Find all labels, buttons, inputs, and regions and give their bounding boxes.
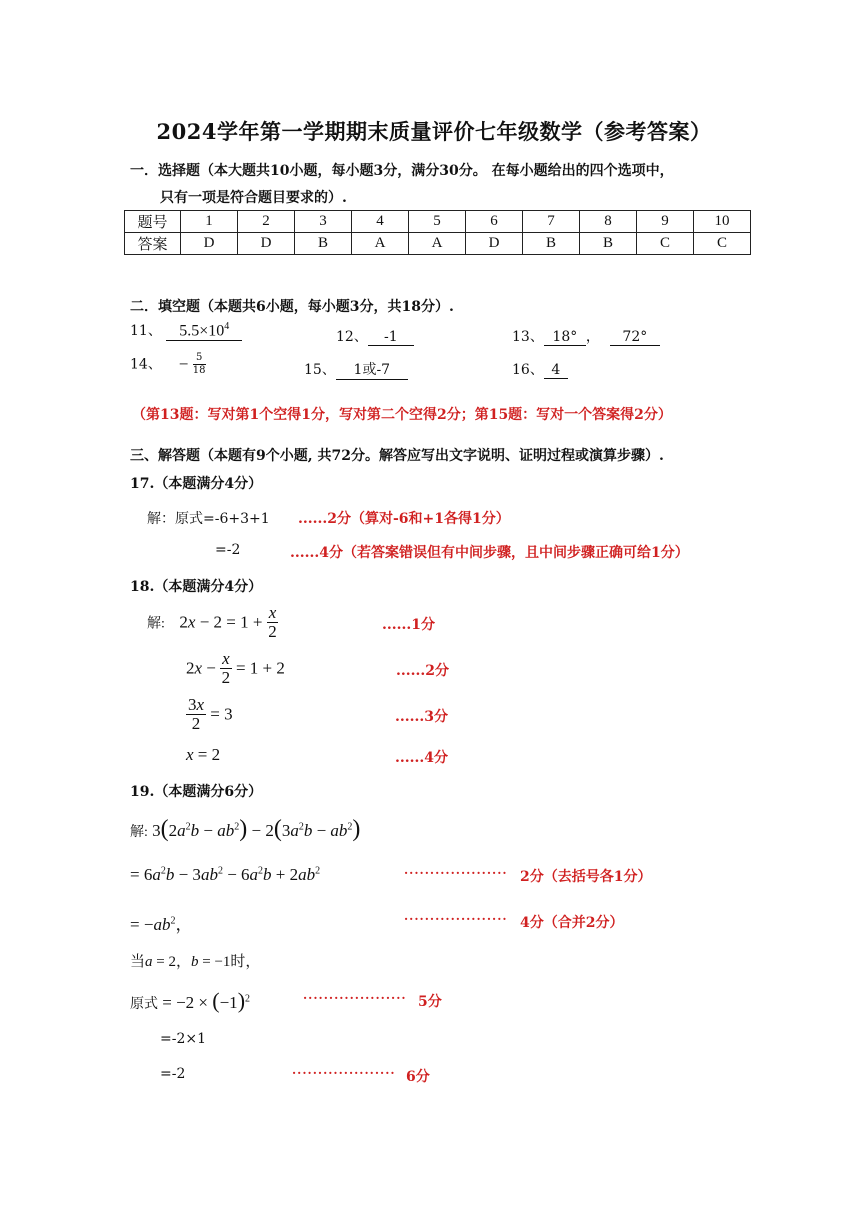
table-cell: 4 xyxy=(352,211,409,233)
q19-heading: 19.（本题满分6分） xyxy=(130,784,263,800)
q19-orig-label: 原式 xyxy=(130,997,158,1012)
q19-step3: = $-ab^2$， xyxy=(130,915,193,934)
q19-step4-score: 5分 xyxy=(418,994,442,1010)
section2-scoring-note: （第13题：写对第1个空得1分，写对第二个空得2分；第15题：写对一个答案得2分） xyxy=(132,407,672,423)
q13-separator: ， xyxy=(585,329,600,345)
table-row xyxy=(125,211,751,233)
table-cell: 6 xyxy=(466,211,523,233)
q19-step5: =-2×1 xyxy=(160,1031,207,1047)
q18-step1: 解: 2x − 2 = 1 + $\frac{x}{2}$ xyxy=(147,603,277,641)
q19-step1: 解: $3(2a^2b - ab^2) - 2(3a^2b - ab^2)$ xyxy=(130,816,361,842)
q18-heading: 18.（本题满分4分） xyxy=(130,579,263,595)
table-cell: 7 xyxy=(523,211,580,233)
table-cell: B xyxy=(295,233,352,255)
q16 xyxy=(512,359,568,379)
q13-answer-2: 72° xyxy=(610,329,660,346)
table-cell: 5 xyxy=(409,211,466,233)
q14-denominator: 18 xyxy=(192,365,206,376)
q14-fraction xyxy=(193,352,206,377)
q19-step2: = $6a^2b - 3ab^2 - 6a^2b + 2ab^2$ xyxy=(130,865,321,884)
section1-heading-line1: 一．选择题（本大题共10小题，每小题3分，满分30分。 在每小题给出的四个选项中， xyxy=(130,163,674,179)
q18-step2: 2x − $\frac{x}{2}$ = 1 + 2 xyxy=(186,649,285,687)
q19-step3-score: 4分（合并2分） xyxy=(520,915,624,931)
table-cell: A xyxy=(352,233,409,255)
table-cell: D xyxy=(181,233,238,255)
table-cell: 9 xyxy=(637,211,694,233)
table-cell: B xyxy=(580,233,637,255)
q18-step2-score: ......2分 xyxy=(396,663,449,679)
q14 xyxy=(130,352,206,377)
q11-answer-exponent: 4 xyxy=(224,320,230,332)
table-cell: 8 xyxy=(580,211,637,233)
q16-label: 16、 xyxy=(512,362,544,378)
page-title: 2024学年第一学期期末质量评价七年级数学（参考答案） xyxy=(156,119,712,144)
q16-answer: 4 xyxy=(544,362,568,379)
q12 xyxy=(336,326,414,346)
table-cell: B xyxy=(523,233,580,255)
q19-step4: 原式 = $-2 \times (-1)^2$ xyxy=(130,988,251,1013)
table-cell: D xyxy=(466,233,523,255)
q11-answer xyxy=(166,321,242,341)
q14-sign: − xyxy=(178,354,189,374)
q15-label: 15、 xyxy=(304,362,336,378)
section1-heading-line2: 只有一项是符合题目要求的）. xyxy=(160,190,347,206)
q17-step2-score: ......4分（若答案错误但有中间步骤，且中间步骤正确可给1分） xyxy=(290,545,689,561)
q17-step1: 解：原式=-6+3+1 xyxy=(147,511,270,527)
q19-step2-dots: ···················· xyxy=(404,866,508,880)
q19-prefix: 解: xyxy=(130,825,148,840)
q18-step1-score: ......1分 xyxy=(382,617,435,633)
q18-prefix: 解: xyxy=(147,616,165,632)
q11-label: 11、 xyxy=(130,323,162,339)
section2-heading: 二．填空题（本题共6小题，每小题3分，共18分）. xyxy=(130,299,454,315)
table-cell: C xyxy=(694,233,751,255)
table-cell: 2 xyxy=(238,211,295,233)
q19-step6-score: 6分 xyxy=(406,1069,430,1085)
section3-heading: 三、解答题（本题有9个小题, 共72分。解答应写出文字说明、证明过程或演算步骤）. xyxy=(130,448,664,464)
q13 xyxy=(512,326,660,346)
table-cell: 题号 xyxy=(125,211,181,233)
q19-step6-dots: ···················· xyxy=(292,1066,396,1080)
table-cell: 答案 xyxy=(125,233,181,255)
table-row xyxy=(125,233,751,255)
q18-step3-score: ......3分 xyxy=(395,709,448,725)
table-cell: 10 xyxy=(694,211,751,233)
q12-label: 12、 xyxy=(336,329,368,345)
q11 xyxy=(130,320,242,341)
table-cell: A xyxy=(409,233,466,255)
q18-step4-score: ......4分 xyxy=(395,750,448,766)
q14-numerator: 5 xyxy=(193,352,206,365)
q19-when-end: 时， xyxy=(230,954,261,970)
q19-step4-dots: ···················· xyxy=(303,991,407,1005)
q13-answer-1: 18° xyxy=(544,329,586,346)
q15-answer: 1或-7 xyxy=(336,359,408,380)
table-cell: 1 xyxy=(181,211,238,233)
answer-table xyxy=(124,210,751,255)
q13-label: 13、 xyxy=(512,329,544,345)
q14-label: 14、 xyxy=(130,356,162,373)
q17-heading: 17.（本题满分4分） xyxy=(130,476,263,492)
q19-condition: 当a = 2，b = −1时， xyxy=(130,954,261,970)
q17-step1-score: ......2分（算对-6和+1各得1分） xyxy=(298,511,510,527)
q19-step6: =-2 xyxy=(160,1066,186,1082)
q18-step3: $\frac{3x}{2}$ = 3 xyxy=(188,695,233,733)
table-cell: D xyxy=(238,233,295,255)
q17-step2: =-2 xyxy=(215,542,241,558)
q19-when: 当 xyxy=(130,954,146,970)
q19-step2-score: 2分（去括号各1分） xyxy=(520,869,652,885)
q11-answer-base: 5.5×10 xyxy=(179,322,225,339)
q19-step3-dots: ···················· xyxy=(404,912,508,926)
q18-step4: x = 2 xyxy=(186,745,221,764)
q12-answer: -1 xyxy=(368,329,414,346)
table-cell: C xyxy=(637,233,694,255)
q15 xyxy=(304,359,408,380)
table-cell: 3 xyxy=(295,211,352,233)
